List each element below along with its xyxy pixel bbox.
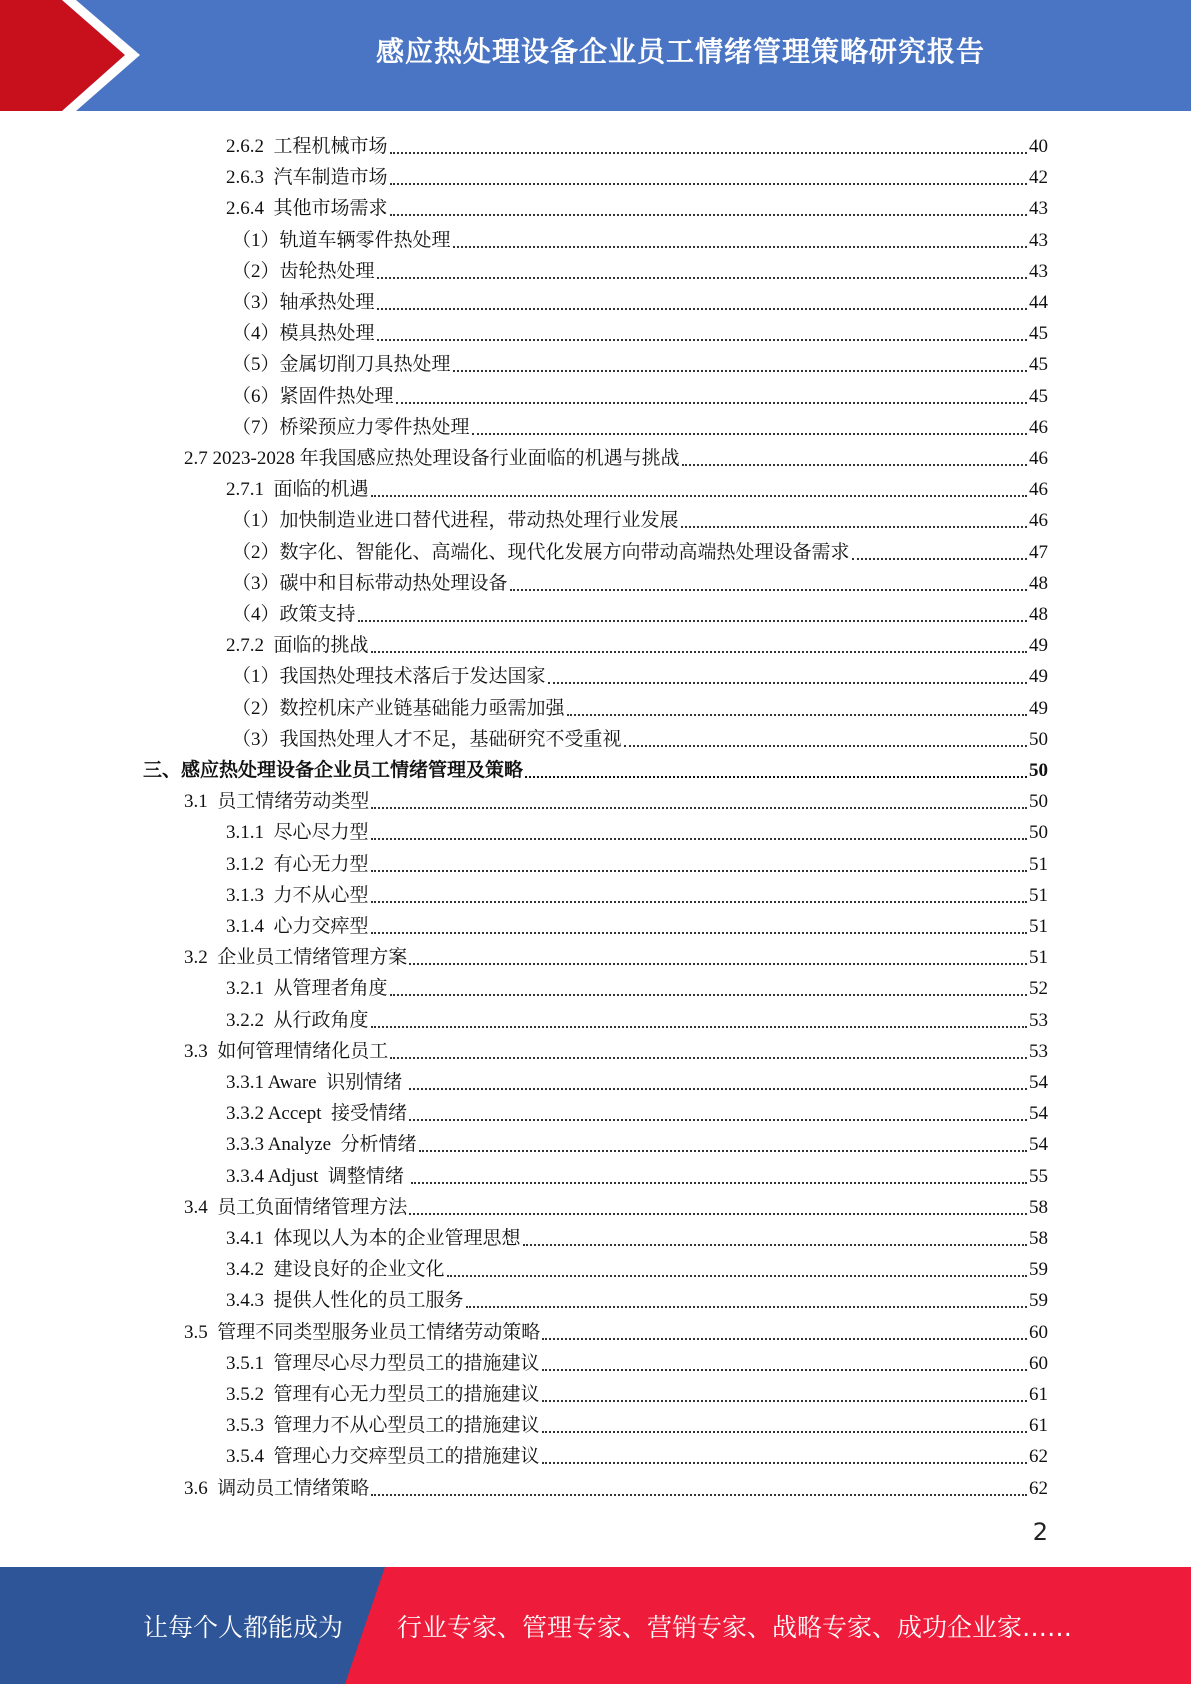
toc-entry-page: 61 (1029, 1384, 1048, 1405)
toc-entry-label: 3.2.1 从管理者角度 (226, 978, 388, 1000)
toc-entry-page: 46 (1029, 510, 1048, 532)
toc-entry[interactable] (226, 1126, 1048, 1157)
toc-entry-label: 2.7.1 面临的机遇 (226, 479, 369, 501)
page-header (0, 0, 1191, 111)
toc-leader-dots (390, 1057, 1027, 1059)
toc-entry-page: 58 (1029, 1228, 1048, 1249)
toc-entry-label: 3.6 调动员工情绪策略 (184, 1477, 370, 1499)
toc-entry[interactable] (226, 1095, 1048, 1126)
toc-entry[interactable] (226, 970, 1048, 1001)
toc-entry-label: 3.4 员工负面情绪管理方法 (184, 1196, 408, 1218)
toc-entry-page: 48 (1029, 572, 1048, 594)
toc-entry[interactable] (232, 315, 1048, 346)
toc-entry-label: 3.1.4 心力交瘁型 (226, 916, 369, 937)
toc-leader-dots (852, 558, 1027, 560)
toc-leader-dots (409, 1088, 1027, 1090)
toc-entry[interactable] (232, 565, 1048, 596)
toc-entry[interactable] (232, 253, 1048, 284)
toc-entry-label: 三、感应热处理设备企业员工情绪管理及策略 (143, 760, 524, 781)
toc-leader-dots (371, 901, 1027, 903)
toc-entry-label: （1）加快制造业进口替代进程，带动热处理行业发展 (232, 510, 679, 532)
toc-entry-label: 3.4.3 提供人性化的员工服务 (226, 1290, 464, 1312)
toc-entry-label: （7）桥梁预应力零件热处理 (232, 416, 470, 438)
toc-entry-label: 2.7.2 面临的挑战 (226, 635, 369, 657)
toc-entry[interactable] (184, 783, 1048, 814)
toc-entry[interactable] (226, 1407, 1048, 1438)
toc-leader-dots (542, 1400, 1027, 1402)
toc-entry-label: （1）轨道车辆零件热处理 (232, 229, 451, 251)
toc-entry-label: （2）数字化、智能化、高端化、现代化发展方向带动高端热处理设备需求 (232, 541, 850, 563)
toc-leader-dots (542, 1462, 1027, 1464)
toc-entry[interactable] (226, 908, 1048, 939)
toc-leader-dots (377, 308, 1027, 310)
toc-entry-page: 55 (1029, 1165, 1048, 1187)
toc-entry[interactable] (232, 502, 1048, 533)
toc-entry-page: 43 (1029, 198, 1048, 220)
toc-entry-page: 50 (1029, 791, 1048, 813)
toc-leader-dots (377, 339, 1027, 341)
toc-entry-page: 45 (1029, 323, 1048, 345)
toc-entry-label: （6）紧固件热处理 (232, 385, 394, 407)
toc-entry-page: 59 (1029, 1290, 1048, 1312)
toc-entry[interactable] (232, 721, 1048, 752)
toc-leader-dots (453, 246, 1027, 248)
toc-leader-dots (358, 620, 1027, 622)
toc-entry-page: 49 (1029, 666, 1048, 688)
toc-entry-page: 50 (1029, 822, 1048, 844)
toc-entry-label: 3.3.4 Adjust 调整情绪 (226, 1165, 409, 1187)
toc-entry-label: 3.2.2 从行政角度 (226, 1009, 369, 1031)
toc-entry[interactable] (232, 284, 1048, 315)
toc-leader-dots (390, 994, 1027, 996)
toc-entry-label: （3）我国热处理人才不足，基础研究不受重视 (232, 728, 622, 750)
toc-entry-label: （4）模具热处理 (232, 323, 375, 345)
toc-entry[interactable] (226, 814, 1048, 845)
toc-leader-dots (409, 1119, 1027, 1121)
toc-leader-dots (447, 1275, 1027, 1277)
toc-leader-dots (542, 1369, 1027, 1371)
toc-entry-page: 59 (1029, 1259, 1048, 1281)
toc-leader-dots (396, 402, 1027, 404)
toc-leader-dots (371, 870, 1027, 872)
toc-entry-page: 53 (1029, 1040, 1048, 1062)
toc-entry-page: 44 (1029, 292, 1048, 313)
toc-leader-dots (371, 651, 1027, 653)
toc-entry-label: 3.2 企业员工情绪管理方案 (184, 947, 408, 969)
toc-entry-page: 51 (1029, 884, 1048, 906)
toc-entry[interactable] (226, 1002, 1048, 1033)
toc-entry-page: 48 (1029, 604, 1048, 625)
header-chevron-icon (0, 0, 150, 111)
toc-entry-page: 40 (1029, 136, 1048, 157)
toc-entry-label: （3）轴承热处理 (232, 292, 375, 313)
toc-entry-label: 3.5.1 管理尽心尽力型员工的措施建议 (226, 1352, 540, 1374)
toc-entry-label: 3.3.2 Accept 接受情绪 (226, 1103, 408, 1125)
toc-entry[interactable] (226, 128, 1048, 159)
toc-entry-page: 49 (1029, 635, 1048, 657)
toc-entry-label: 3.4.2 建设良好的企业文化 (226, 1259, 445, 1281)
toc-entry[interactable] (226, 1158, 1048, 1189)
toc-entry[interactable] (184, 939, 1048, 970)
toc-entry-page: 50 (1029, 728, 1048, 750)
toc-entry-label: 3.5.3 管理力不从心型员工的措施建议 (226, 1415, 540, 1437)
toc-entry-label: 2.6.3 汽车制造市场 (226, 167, 388, 189)
toc-entry-label: （1）我国热处理技术落后于发达国家 (232, 666, 546, 688)
toc-entry-page: 46 (1029, 448, 1048, 469)
toc-entry-page: 49 (1029, 697, 1048, 719)
toc-leader-dots (624, 745, 1027, 747)
toc-entry[interactable] (226, 1376, 1048, 1407)
chevron-red-shape (0, 0, 125, 111)
toc-entry[interactable] (226, 1282, 1048, 1313)
toc-entry[interactable] (232, 222, 1048, 253)
toc-entry-page: 51 (1029, 916, 1048, 937)
page-footer (0, 1567, 1191, 1684)
toc-entry[interactable] (226, 1345, 1048, 1376)
toc-entry[interactable] (226, 159, 1048, 190)
toc-leader-dots (371, 807, 1027, 809)
toc-leader-dots (409, 1213, 1027, 1215)
toc-entry-page: 51 (1029, 947, 1048, 969)
toc-leader-dots (411, 1182, 1027, 1184)
toc-leader-dots (542, 1431, 1027, 1433)
footer-slogan-right: 行业专家、管理专家、营销专家、战略专家、成功企业家…… (397, 1612, 1073, 1642)
toc-entry-page: 60 (1029, 1352, 1048, 1374)
toc-entry-label: 2.6.4 其他市场需求 (226, 198, 388, 220)
toc-entry-page: 58 (1029, 1196, 1048, 1218)
toc-entry-label: 3.3 如何管理情绪化员工 (184, 1040, 389, 1062)
toc-entry[interactable] (232, 596, 1048, 627)
toc-entry[interactable] (232, 690, 1048, 721)
toc-entry[interactable] (226, 1064, 1048, 1095)
toc-entry-label: 3.1.1 尽心尽力型 (226, 822, 369, 844)
toc-leader-dots (681, 526, 1027, 528)
toc-entry-page: 46 (1029, 416, 1048, 438)
toc-entry-page: 43 (1029, 229, 1048, 251)
toc-entry[interactable] (232, 409, 1048, 440)
toc-entry-page: 51 (1029, 853, 1048, 875)
toc-leader-dots (390, 152, 1027, 154)
toc-entry-page: 61 (1029, 1415, 1048, 1437)
toc-leader-dots (682, 464, 1027, 466)
toc-entry[interactable] (184, 1033, 1048, 1064)
toc-leader-dots (371, 1026, 1027, 1028)
toc-entry-page: 42 (1029, 167, 1048, 189)
toc-entry[interactable] (184, 1470, 1048, 1501)
toc-entry-page: 52 (1029, 978, 1048, 1000)
toc-entry-label: 3.1.3 力不从心型 (226, 884, 369, 906)
toc-entry-label: 2.6.2 工程机械市场 (226, 136, 388, 157)
toc-entry[interactable] (226, 877, 1048, 908)
toc-entry[interactable] (226, 1220, 1048, 1251)
toc-entry[interactable] (184, 1314, 1048, 1345)
toc-entry-label: 3.3.1 Aware 识别情绪 (226, 1072, 407, 1093)
toc-entry-label: 3.1.2 有心无力型 (226, 853, 369, 875)
toc-leader-dots (542, 1338, 1027, 1340)
toc-entry[interactable] (232, 378, 1048, 409)
toc-entry-label: 3.5.4 管理心力交瘁型员工的措施建议 (226, 1446, 540, 1468)
toc-leader-dots (390, 183, 1027, 185)
toc-entry-label: （4）政策支持 (232, 604, 356, 625)
toc-entry[interactable] (232, 346, 1048, 377)
toc-leader-dots (523, 1244, 1027, 1246)
toc-entry-label: 3.5.2 管理有心无力型员工的措施建议 (226, 1384, 540, 1405)
toc-entry-page: 50 (1029, 760, 1048, 781)
toc-entry[interactable] (184, 440, 1048, 471)
toc-entry[interactable] (232, 658, 1048, 689)
toc-entry-label: （3）碳中和目标带动热处理设备 (232, 572, 508, 594)
toc-leader-dots (377, 277, 1027, 279)
toc-leader-dots (371, 495, 1027, 497)
toc-entry-label: 3.4.1 体现以人为本的企业管理思想 (226, 1228, 521, 1249)
toc-entry-page: 45 (1029, 385, 1048, 407)
toc-leader-dots (453, 370, 1027, 372)
footer-slogan-left: 让每个人都能成为 (143, 1612, 344, 1642)
toc-leader-dots (510, 589, 1027, 591)
toc-entry-label: 3.3.3 Analyze 分析情绪 (226, 1134, 417, 1156)
toc-leader-dots (525, 776, 1027, 778)
toc-leader-dots (472, 433, 1027, 435)
toc-leader-dots (371, 932, 1027, 934)
toc-entry[interactable] (184, 1189, 1048, 1220)
page-number: 2 (1032, 1518, 1048, 1546)
toc-entry-page: 62 (1029, 1477, 1048, 1499)
toc-entry[interactable] (226, 1251, 1048, 1282)
toc-entry-page: 43 (1029, 260, 1048, 282)
toc-entry[interactable] (226, 471, 1048, 502)
toc-entry-page: 54 (1029, 1103, 1048, 1125)
toc-entry-page: 62 (1029, 1446, 1048, 1468)
toc-entry-label: （2）齿轮热处理 (232, 260, 375, 282)
toc-entry[interactable] (226, 190, 1048, 221)
toc-entry-page: 60 (1029, 1321, 1048, 1343)
toc-leader-dots (371, 838, 1027, 840)
toc-entry-page: 47 (1029, 541, 1048, 563)
toc-entry[interactable] (226, 1438, 1048, 1469)
toc-entry-label: （2）数控机床产业链基础能力亟需加强 (232, 697, 565, 719)
toc-entry-label: 2.7 2023-2028 年我国感应热处理设备行业面临的机遇与挑战 (184, 448, 680, 469)
toc-entry-page: 46 (1029, 479, 1048, 501)
toc-entry[interactable] (143, 752, 1048, 783)
toc-entry-page: 53 (1029, 1009, 1048, 1031)
toc-entry[interactable] (226, 627, 1048, 658)
toc-leader-dots (371, 1494, 1027, 1496)
toc-entry-label: 3.5 管理不同类型服务业员工情绪劳动策略 (184, 1321, 541, 1343)
toc-leader-dots (466, 1306, 1027, 1308)
toc-leader-dots (567, 714, 1027, 716)
toc-leader-dots (548, 682, 1027, 684)
toc-entry-page: 54 (1029, 1134, 1048, 1156)
toc-entry-page: 54 (1029, 1072, 1048, 1093)
toc-entry-label: （5）金属切削刀具热处理 (232, 354, 451, 376)
toc-entry-label: 3.1 员工情绪劳动类型 (184, 791, 370, 813)
toc-entry[interactable] (232, 534, 1048, 565)
toc-entry[interactable] (226, 846, 1048, 877)
toc-leader-dots (390, 214, 1027, 216)
toc-entry-page: 45 (1029, 354, 1048, 376)
toc-leader-dots (409, 963, 1027, 965)
toc-leader-dots (419, 1150, 1027, 1152)
report-title: 感应热处理设备企业员工情绪管理策略研究报告 (375, 35, 985, 68)
